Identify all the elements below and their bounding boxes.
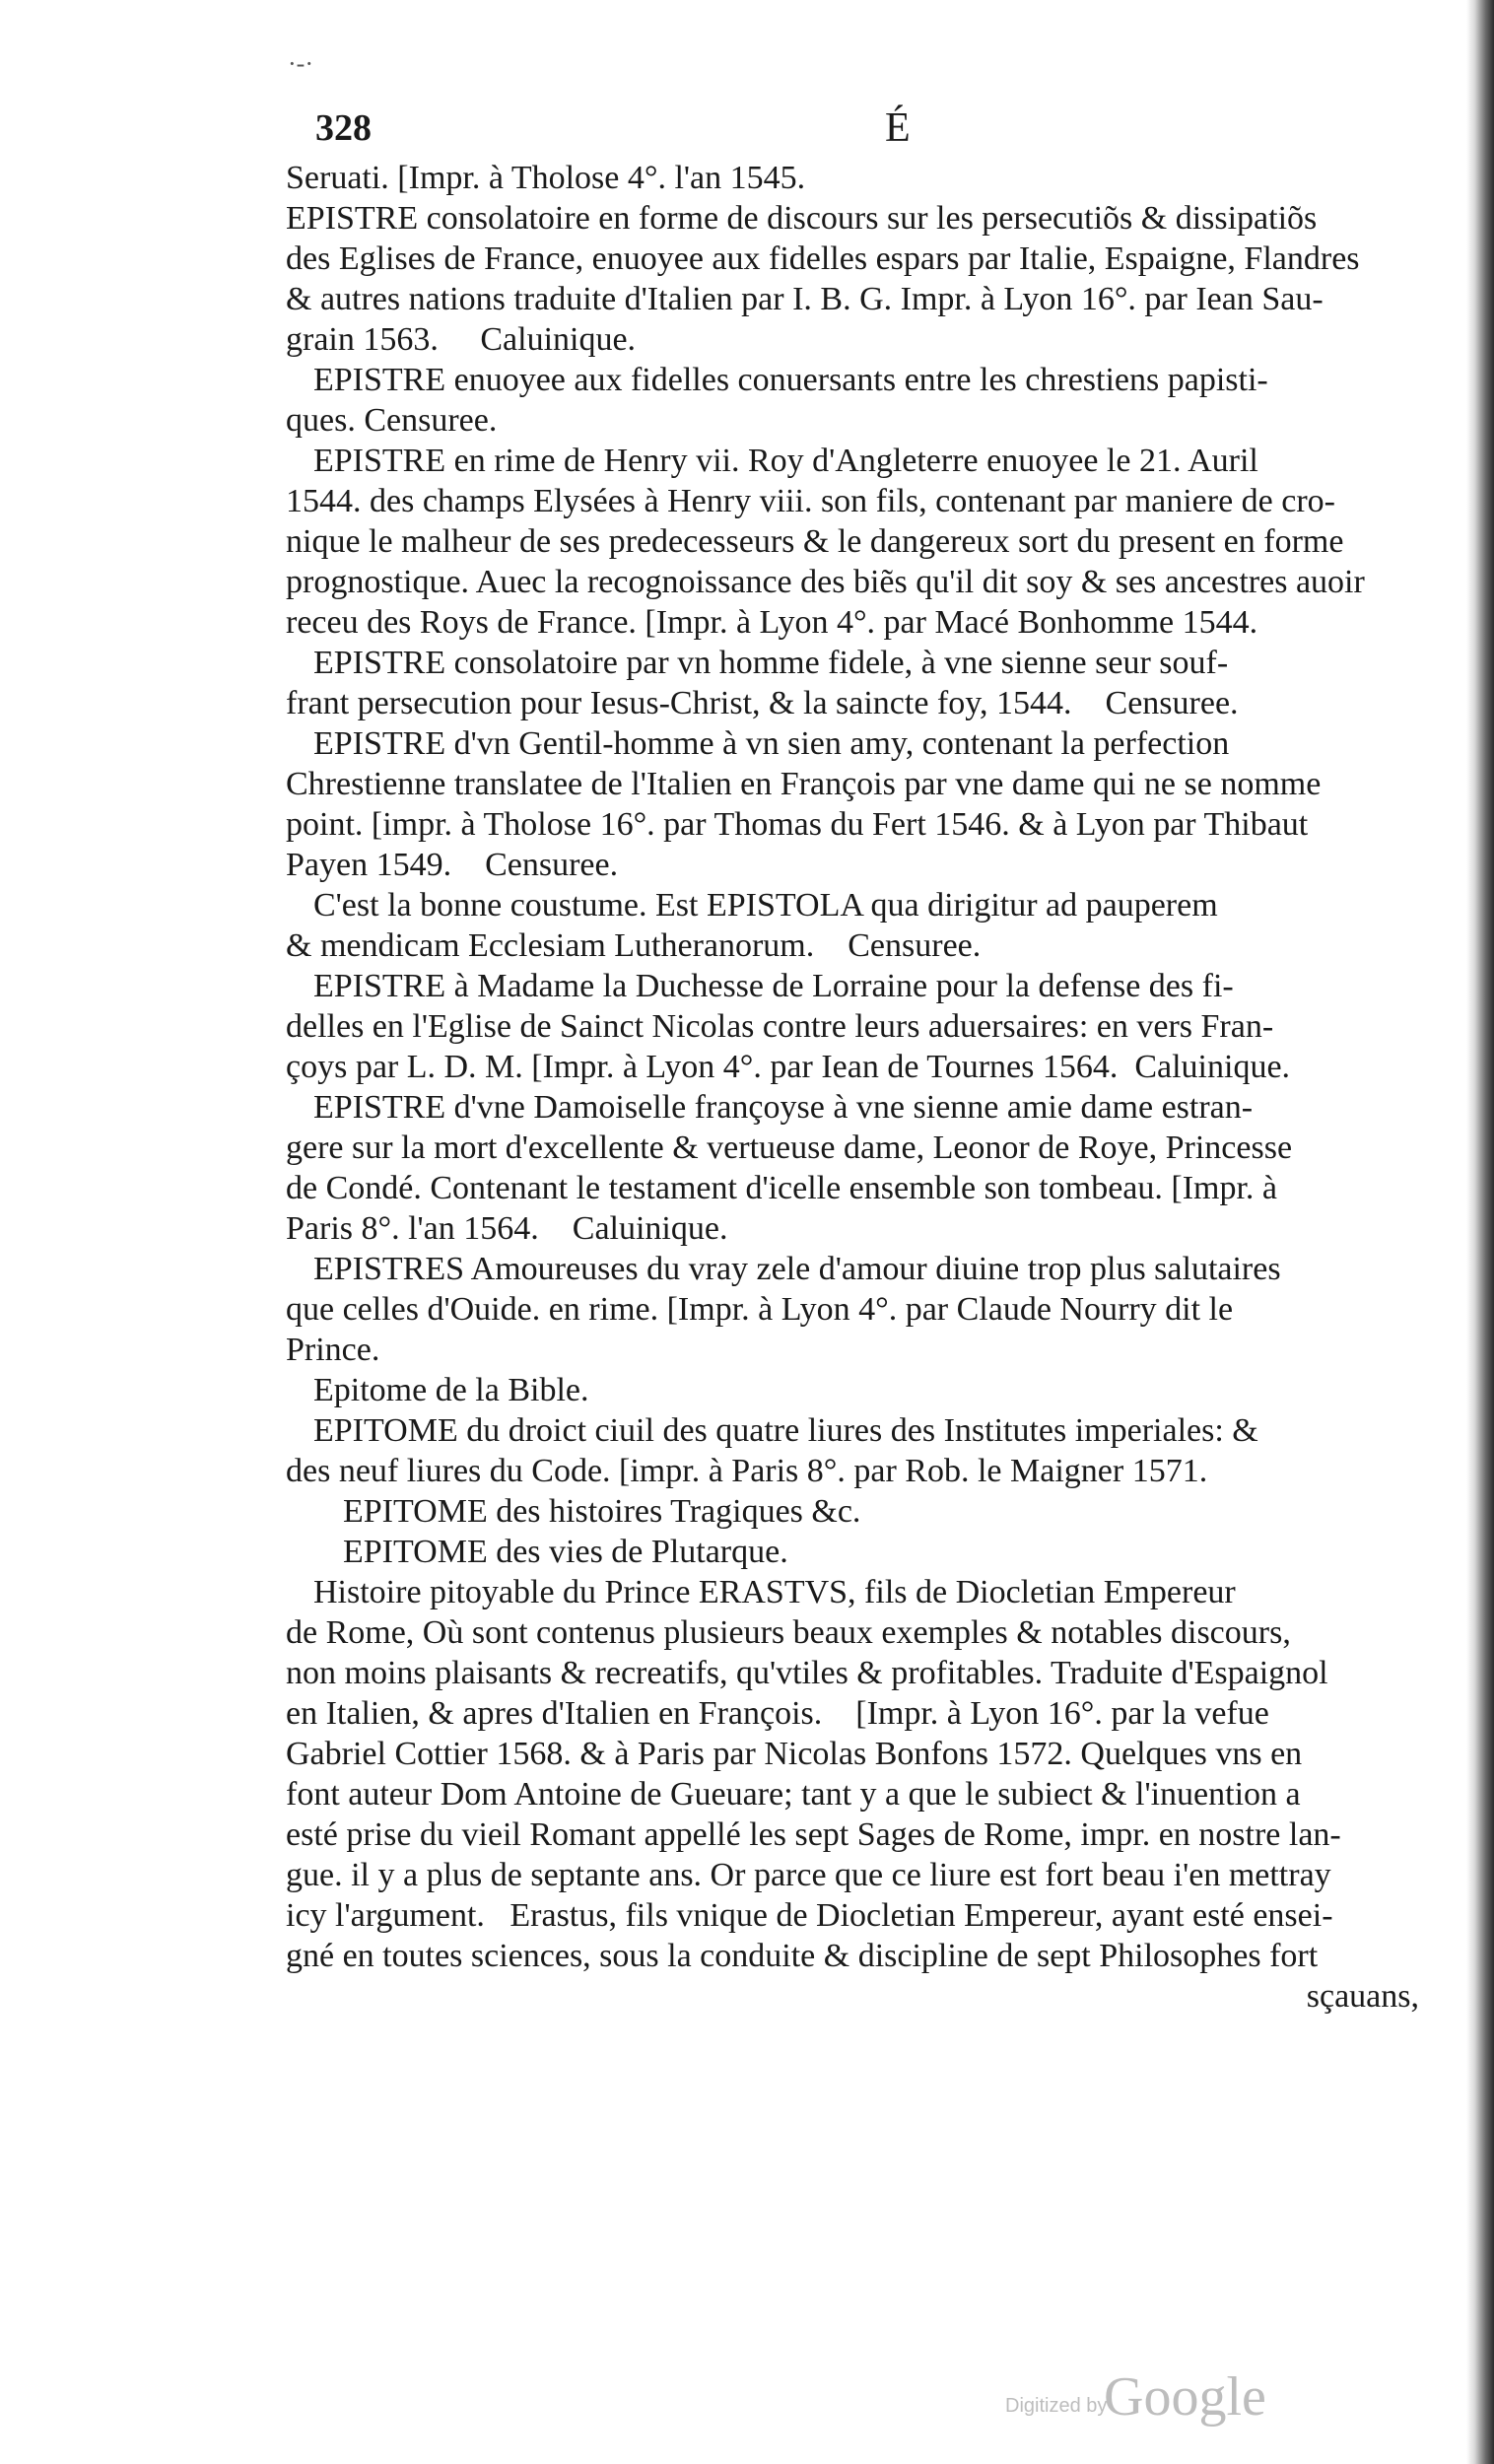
text-line: EPITOME du droict ciuil des quatre liures des Institutes imperiales: & xyxy=(313,1412,1258,1449)
text-line: nique le malheur de ses predecesseurs & le dangereux sort du present en forme xyxy=(286,523,1344,560)
watermark-logo-text: Google xyxy=(1104,2366,1266,2428)
catchword: sçauans, xyxy=(1306,1978,1419,2015)
text-line: non moins plaisants & recreatifs, qu'vtiles & profitables. Traduite d'Espaignol xyxy=(286,1655,1328,1691)
text-line: que celles d'Ouide. en rime. [Impr. à Lyon 4°. par Claude Nourry dit le xyxy=(286,1291,1234,1328)
text-line: gue. il y a plus de septante ans. Or parce que ce liure est fort beau i'en mettray xyxy=(286,1857,1331,1893)
text-line: EPITOME des vies de Plutarque. xyxy=(343,1534,788,1570)
text-line: de Condé. Contenant le testament d'icelle ensemble son tombeau. [Impr. à xyxy=(286,1170,1278,1206)
text-line: icy l'argument. Erastus, fils vnique de Diocletian Empereur, ayant esté ensei- xyxy=(286,1897,1333,1934)
page-header xyxy=(315,106,1399,156)
text-line: grain 1563. Caluinique. xyxy=(286,321,637,358)
text-line: & autres nations traduite d'Italien par I. B. G. Impr. à Lyon 16°. par Iean Sau- xyxy=(286,281,1324,317)
text-line: frant persecution pour Iesus-Christ, & la saincte foy, 1544. Censuree. xyxy=(286,685,1239,721)
text-line: ques. Censuree. xyxy=(286,402,498,439)
text-line: çoys par L. D. M. [Impr. à Lyon 4°. par Iean de Tournes 1564. Caluinique. xyxy=(286,1049,1291,1085)
text-line: Chrestienne translatee de l'Italien en François par vne dame qui ne se nomme xyxy=(286,766,1322,802)
text-line: delles en l'Eglise de Sainct Nicolas contre leurs aduersaires: en vers Fran- xyxy=(286,1008,1274,1045)
text-line: en Italien, & apres d'Italien en François. [Impr. à Lyon 16°. par la vefue xyxy=(286,1695,1269,1732)
page-number: 328 xyxy=(315,107,372,149)
text-line: Prince. xyxy=(286,1332,380,1368)
text-line: EPISTRE d'vn Gentil-homme à vn sien amy, contenant la perfection xyxy=(313,725,1230,762)
text-line: Paris 8°. l'an 1564. Caluinique. xyxy=(286,1210,728,1247)
text-line: EPISTRE en rime de Henry vii. Roy d'Angleterre enuoyee le 21. Auril xyxy=(313,443,1258,479)
text-line: esté prise du vieil Romant appellé les sept Sages de Rome, impr. en nostre lan- xyxy=(286,1816,1341,1853)
google-watermark xyxy=(1005,2365,1321,2428)
text-line: Histoire pitoyable du Prince ERASTVS, fils de Diocletian Empereur xyxy=(313,1574,1236,1610)
text-line: EPISTRE enuoyee aux fidelles conuersants entre les chrestiens papisti- xyxy=(313,362,1268,398)
text-line: Epitome de la Bible. xyxy=(313,1372,589,1408)
watermark-small-text: Digitized by xyxy=(1005,2395,1108,2417)
text-line: EPISTRES Amoureuses du vray zele d'amour diuine trop plus salutaires xyxy=(313,1251,1281,1287)
text-line: point. [impr. à Tholose 16°. par Thomas du Fert 1546. & à Lyon par Thibaut xyxy=(286,806,1309,843)
text-line: prognostique. Auec la recognoissance des biẽs qu'il dit soy & ses ancestres auoir xyxy=(286,564,1365,600)
text-line: & mendicam Ecclesiam Lutheranorum. Censuree. xyxy=(286,927,982,964)
text-line: Seruati. [Impr. à Tholose 4°. l'an 1545. xyxy=(286,160,806,196)
page-edge-shadow xyxy=(1466,0,1494,2464)
text-line: EPISTRE consolatoire par vn homme fidele, à vne sienne seur souf- xyxy=(313,645,1229,681)
text-line: font auteur Dom Antoine de Gueuare; tant y a que le subiect & l'inuention a xyxy=(286,1776,1301,1813)
text-line: EPISTRE d'vne Damoiselle françoyse à vne sienne amie dame estran- xyxy=(313,1089,1254,1126)
running-head: É xyxy=(885,105,911,151)
corner-mark: ·-· xyxy=(288,49,313,78)
text-line: des Eglises de France, enuoyee aux fidelles espars par Italie, Espaigne, Flandres xyxy=(286,240,1360,277)
text-line: EPISTRE consolatoire en forme de discours sur les persecutiõs & dissipatiõs xyxy=(286,200,1318,237)
text-block xyxy=(286,158,1419,2017)
text-line: C'est la bonne coustume. Est EPISTOLA qua dirigitur ad pauperem xyxy=(313,887,1218,924)
text-line: Payen 1549. Censuree. xyxy=(286,847,619,883)
text-line: EPITOME des histoires Tragiques &c. xyxy=(343,1493,861,1530)
text-line: 1544. des champs Elysées à Henry viii. son fils, contenant par maniere de cro- xyxy=(286,483,1336,519)
text-line: Gabriel Cottier 1568. & à Paris par Nicolas Bonfons 1572. Quelques vns en xyxy=(286,1736,1303,1772)
text-line: receu des Roys de France. [Impr. à Lyon 4°. par Macé Bonhomme 1544. xyxy=(286,604,1258,641)
text-line: des neuf liures du Code. [impr. à Paris 8°. par Rob. le Maigner 1571. xyxy=(286,1453,1208,1489)
text-line: gné en toutes sciences, sous la conduite & discipline de sept Philosophes fort xyxy=(286,1938,1319,1974)
text-line: gere sur la mort d'excellente & vertueuse dame, Leonor de Roye, Princesse xyxy=(286,1129,1293,1166)
text-line: EPISTRE à Madame la Duchesse de Lorraine pour la defense des fi- xyxy=(313,968,1234,1004)
text-line: de Rome, Où sont contenus plusieurs beaux exemples & notables discours, xyxy=(286,1614,1291,1651)
